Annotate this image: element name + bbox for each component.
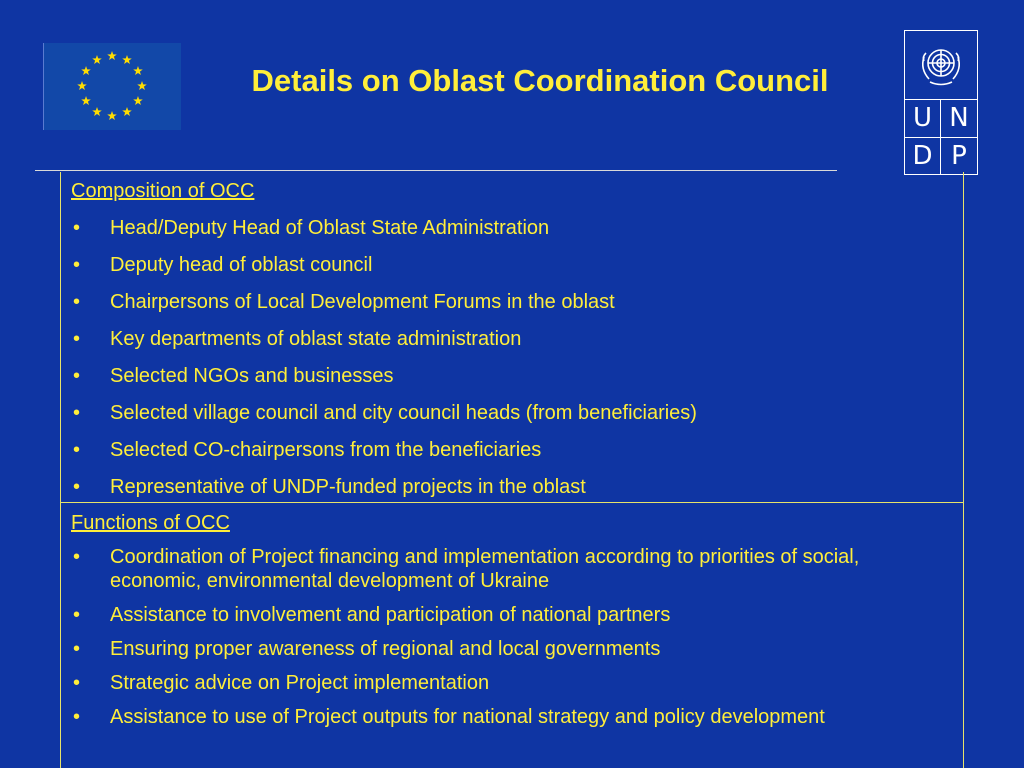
list-item: • Key departments of oblast state administration <box>71 327 903 351</box>
list-item: • Chairpersons of Local Development Forums in the oblast <box>71 290 903 314</box>
eu-star-icon <box>107 51 117 60</box>
undp-letter-u: U <box>905 100 941 138</box>
list-item: • Ensuring proper awareness of regional and local governments <box>71 637 903 661</box>
un-emblem-icon <box>905 31 977 100</box>
eu-star-icon <box>81 96 91 105</box>
page-title: Details on Oblast Coordination Council <box>251 63 829 98</box>
eu-star-icon <box>77 81 87 90</box>
list-item: • Strategic advice on Project implementation <box>71 671 903 695</box>
list-item: • Selected CO-chairpersons from the beneficiaries <box>71 438 903 462</box>
eu-star-icon <box>92 107 102 116</box>
list-item: • Assistance to involvement and participation of national partners <box>71 603 903 627</box>
undp-letter-d: D <box>905 138 941 175</box>
composition-list <box>71 216 903 512</box>
list-item: • Head/Deputy Head of Oblast State Administration <box>71 216 903 240</box>
list-item: • Assistance to use of Project outputs for national strategy and policy development <box>71 705 903 729</box>
title-divider <box>35 170 837 171</box>
undp-logo <box>904 30 978 175</box>
list-item: • Coordination of Project financing and implementation according to priorities of social, economic, environmental development of Ukraine <box>71 545 903 593</box>
undp-letter-p: P <box>951 140 967 171</box>
functions-list <box>71 545 903 739</box>
eu-star-icon <box>92 55 102 64</box>
eu-star-icon <box>133 96 143 105</box>
undp-letter-n: N <box>941 100 977 138</box>
eu-star-icon <box>122 107 132 116</box>
list-item: • Representative of UNDP-funded projects in the oblast <box>71 475 903 499</box>
list-item: • Selected village council and city council heads (from beneficiaries) <box>71 401 903 425</box>
eu-star-icon <box>81 66 91 75</box>
eu-star-icon <box>122 55 132 64</box>
list-item: • Selected NGOs and businesses <box>71 364 903 388</box>
composition-section <box>61 172 963 503</box>
eu-star-icon <box>107 111 117 120</box>
composition-heading: Composition of OCC <box>71 180 255 202</box>
list-item: • Deputy head of oblast council <box>71 253 903 277</box>
eu-star-icon <box>137 81 147 90</box>
eu-star-icon <box>133 66 143 75</box>
functions-section <box>61 503 963 768</box>
eu-flag-icon <box>43 43 181 130</box>
functions-heading: Functions of OCC <box>71 512 230 534</box>
content-table <box>60 172 964 768</box>
